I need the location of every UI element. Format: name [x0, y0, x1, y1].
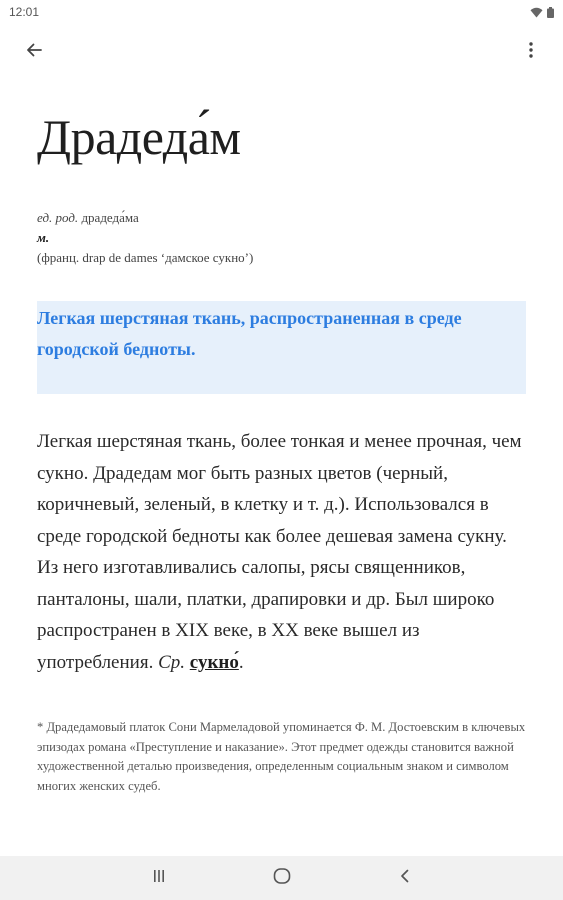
genitive-form: драдеда́ма [81, 210, 139, 225]
see-also-end: . [238, 651, 244, 673]
short-definition-box [37, 301, 526, 394]
see-also-abbreviation: Ср. [158, 651, 186, 673]
wifi-icon [530, 5, 543, 23]
short-definition: Легкая шерстяная ткань, распространенная в среде городской бедноты. [37, 308, 462, 359]
headword: Драдеда́м [37, 109, 241, 165]
app-bar [0, 26, 563, 78]
recent-apps-button[interactable] [146, 866, 172, 890]
home-button[interactable] [269, 866, 295, 890]
status-icons [530, 5, 554, 23]
description-text: Легкая шерстяная ткань, более тонкая и менее прочная, чем сукно. Драдедам мог быть разных цветов (черный, коричневый, зеленый, в клетку и т. д.). Использовался в среде городской бедноты как более дешевая замена сукну. Из него изготавливались салопы, рясы священников, панталоны, шали, платки, драпировки и др. Был широко распространен в XIX веке, в XX веке вышел из употребления. [37, 431, 522, 673]
system-back-button[interactable] [392, 866, 418, 890]
genitive-line [37, 208, 253, 228]
grammar-abbreviation: ед. род. [37, 210, 79, 225]
status-bar [0, 0, 563, 26]
footnote: * Драдедамовый платок Сони Мармеладовой упоминается Ф. М. Достоевским в ключевых эпизодах романа «Преступление и наказание». Этот предмет одежды становится важной художественной деталью произведения, определенным социальным знаком и символом многих женских судеб. [37, 720, 526, 793]
battery-icon [547, 5, 554, 23]
recent-apps-icon [152, 869, 166, 888]
etymology: (франц. drap de dames ‘дамское сукно’) [37, 250, 254, 265]
system-navigation-bar [0, 856, 563, 900]
back-chevron-icon [399, 869, 411, 888]
grammar-info [37, 208, 253, 268]
gender-label: м. [37, 230, 50, 245]
more-options-button[interactable] [517, 38, 545, 66]
arrow-left-icon [26, 42, 42, 63]
more-vertical-icon [529, 42, 533, 63]
back-button[interactable] [20, 38, 48, 66]
home-icon [273, 867, 291, 890]
status-time: 12:01 [9, 5, 40, 19]
description [37, 426, 526, 678]
see-also-link[interactable]: сукно́ [189, 651, 239, 673]
